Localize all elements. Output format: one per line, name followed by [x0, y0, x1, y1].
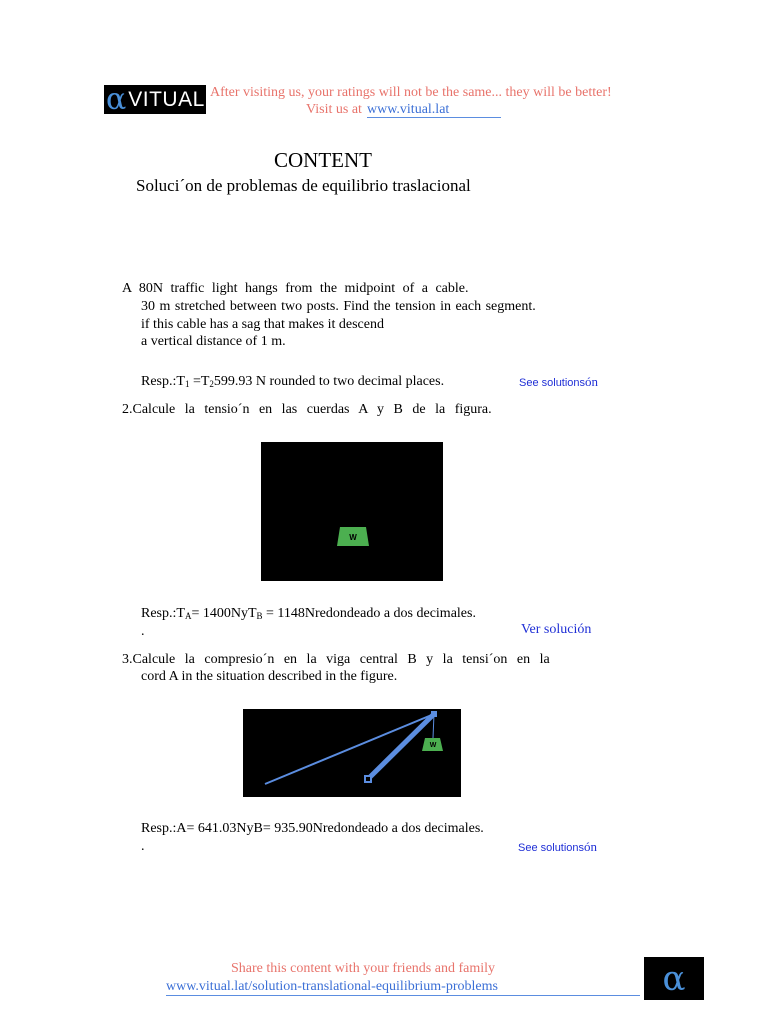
problem1-line2: 30 m stretched between two posts. Find the tension in each segment.: [141, 299, 536, 314]
problem3-line2: cord A in the situation described in the figure.: [141, 669, 398, 684]
problem3-figure: [243, 709, 461, 797]
problem2-answer: $Resp.:T_A= 1400NyT_B$ = 1148Nredondeado a dos decimales.: [141, 606, 476, 621]
problem3-answer: Resp.:A= 641.03NyB= 935.90Nredondeado a dos decimales.: [141, 821, 484, 836]
footer-url-link[interactable]: www.vitual.lat/solution-translational-equilibrium-problems: [166, 979, 498, 994]
beam-hinge-hole: [366, 777, 370, 781]
problem1-line1: A 80N traffic light hangs from the midpoint of a cable.: [122, 281, 469, 296]
visit-link[interactable]: www.vitual.lat: [367, 102, 450, 117]
alpha-icon: α: [106, 85, 127, 114]
problem2-dot: .: [141, 624, 145, 639]
weight-label: W: [349, 533, 357, 542]
problem1-see-solution-link[interactable]: See solutionsón: [519, 374, 599, 389]
problem3-figure-svg: [243, 709, 461, 797]
problem1-line3: if this cable has a sag that makes it descend: [141, 317, 384, 332]
problem2-figure-svg: [261, 442, 443, 581]
cord-a: [265, 714, 434, 784]
alpha-icon: α: [662, 958, 686, 999]
problem2-line1: 2.Calcule la tensio´n en las cuerdas A y B de la figura.: [122, 402, 492, 417]
page-subtitle: Soluci´on de problemas de equilibrio traslacional: [136, 176, 471, 195]
visit-link-underline: [367, 117, 501, 118]
share-text: Share this content with your friends and family: [231, 961, 495, 976]
weight-label: W: [429, 742, 437, 749]
problem3-see-solution-link[interactable]: See solutionsón: [518, 839, 598, 854]
problem2-see-solution-link[interactable]: Ver solución: [521, 622, 592, 637]
vitual-logo[interactable]: [104, 85, 206, 114]
problem3-line1: 3.Calcule la compresio´n en la viga central B y la tensi´on en la: [122, 652, 550, 667]
promo-text: After visiting us, your ratings will not be the same... they will be better!: [210, 85, 612, 100]
problem3-dot: .: [141, 839, 145, 854]
problem1-answer: $Resp.:T_1 =T_2599.93$ N rounded to two decimal places.: [141, 374, 445, 389]
problem1-line4: a vertical distance of 1 m.: [141, 334, 286, 349]
logo-text: VITUAL: [128, 87, 205, 111]
footer-url-underline: [166, 995, 640, 996]
visit-prefix: Visit us at: [306, 102, 362, 117]
page-title: CONTENT: [274, 148, 372, 172]
footer-logo[interactable]: [644, 957, 704, 1000]
problem2-figure: [261, 442, 443, 581]
